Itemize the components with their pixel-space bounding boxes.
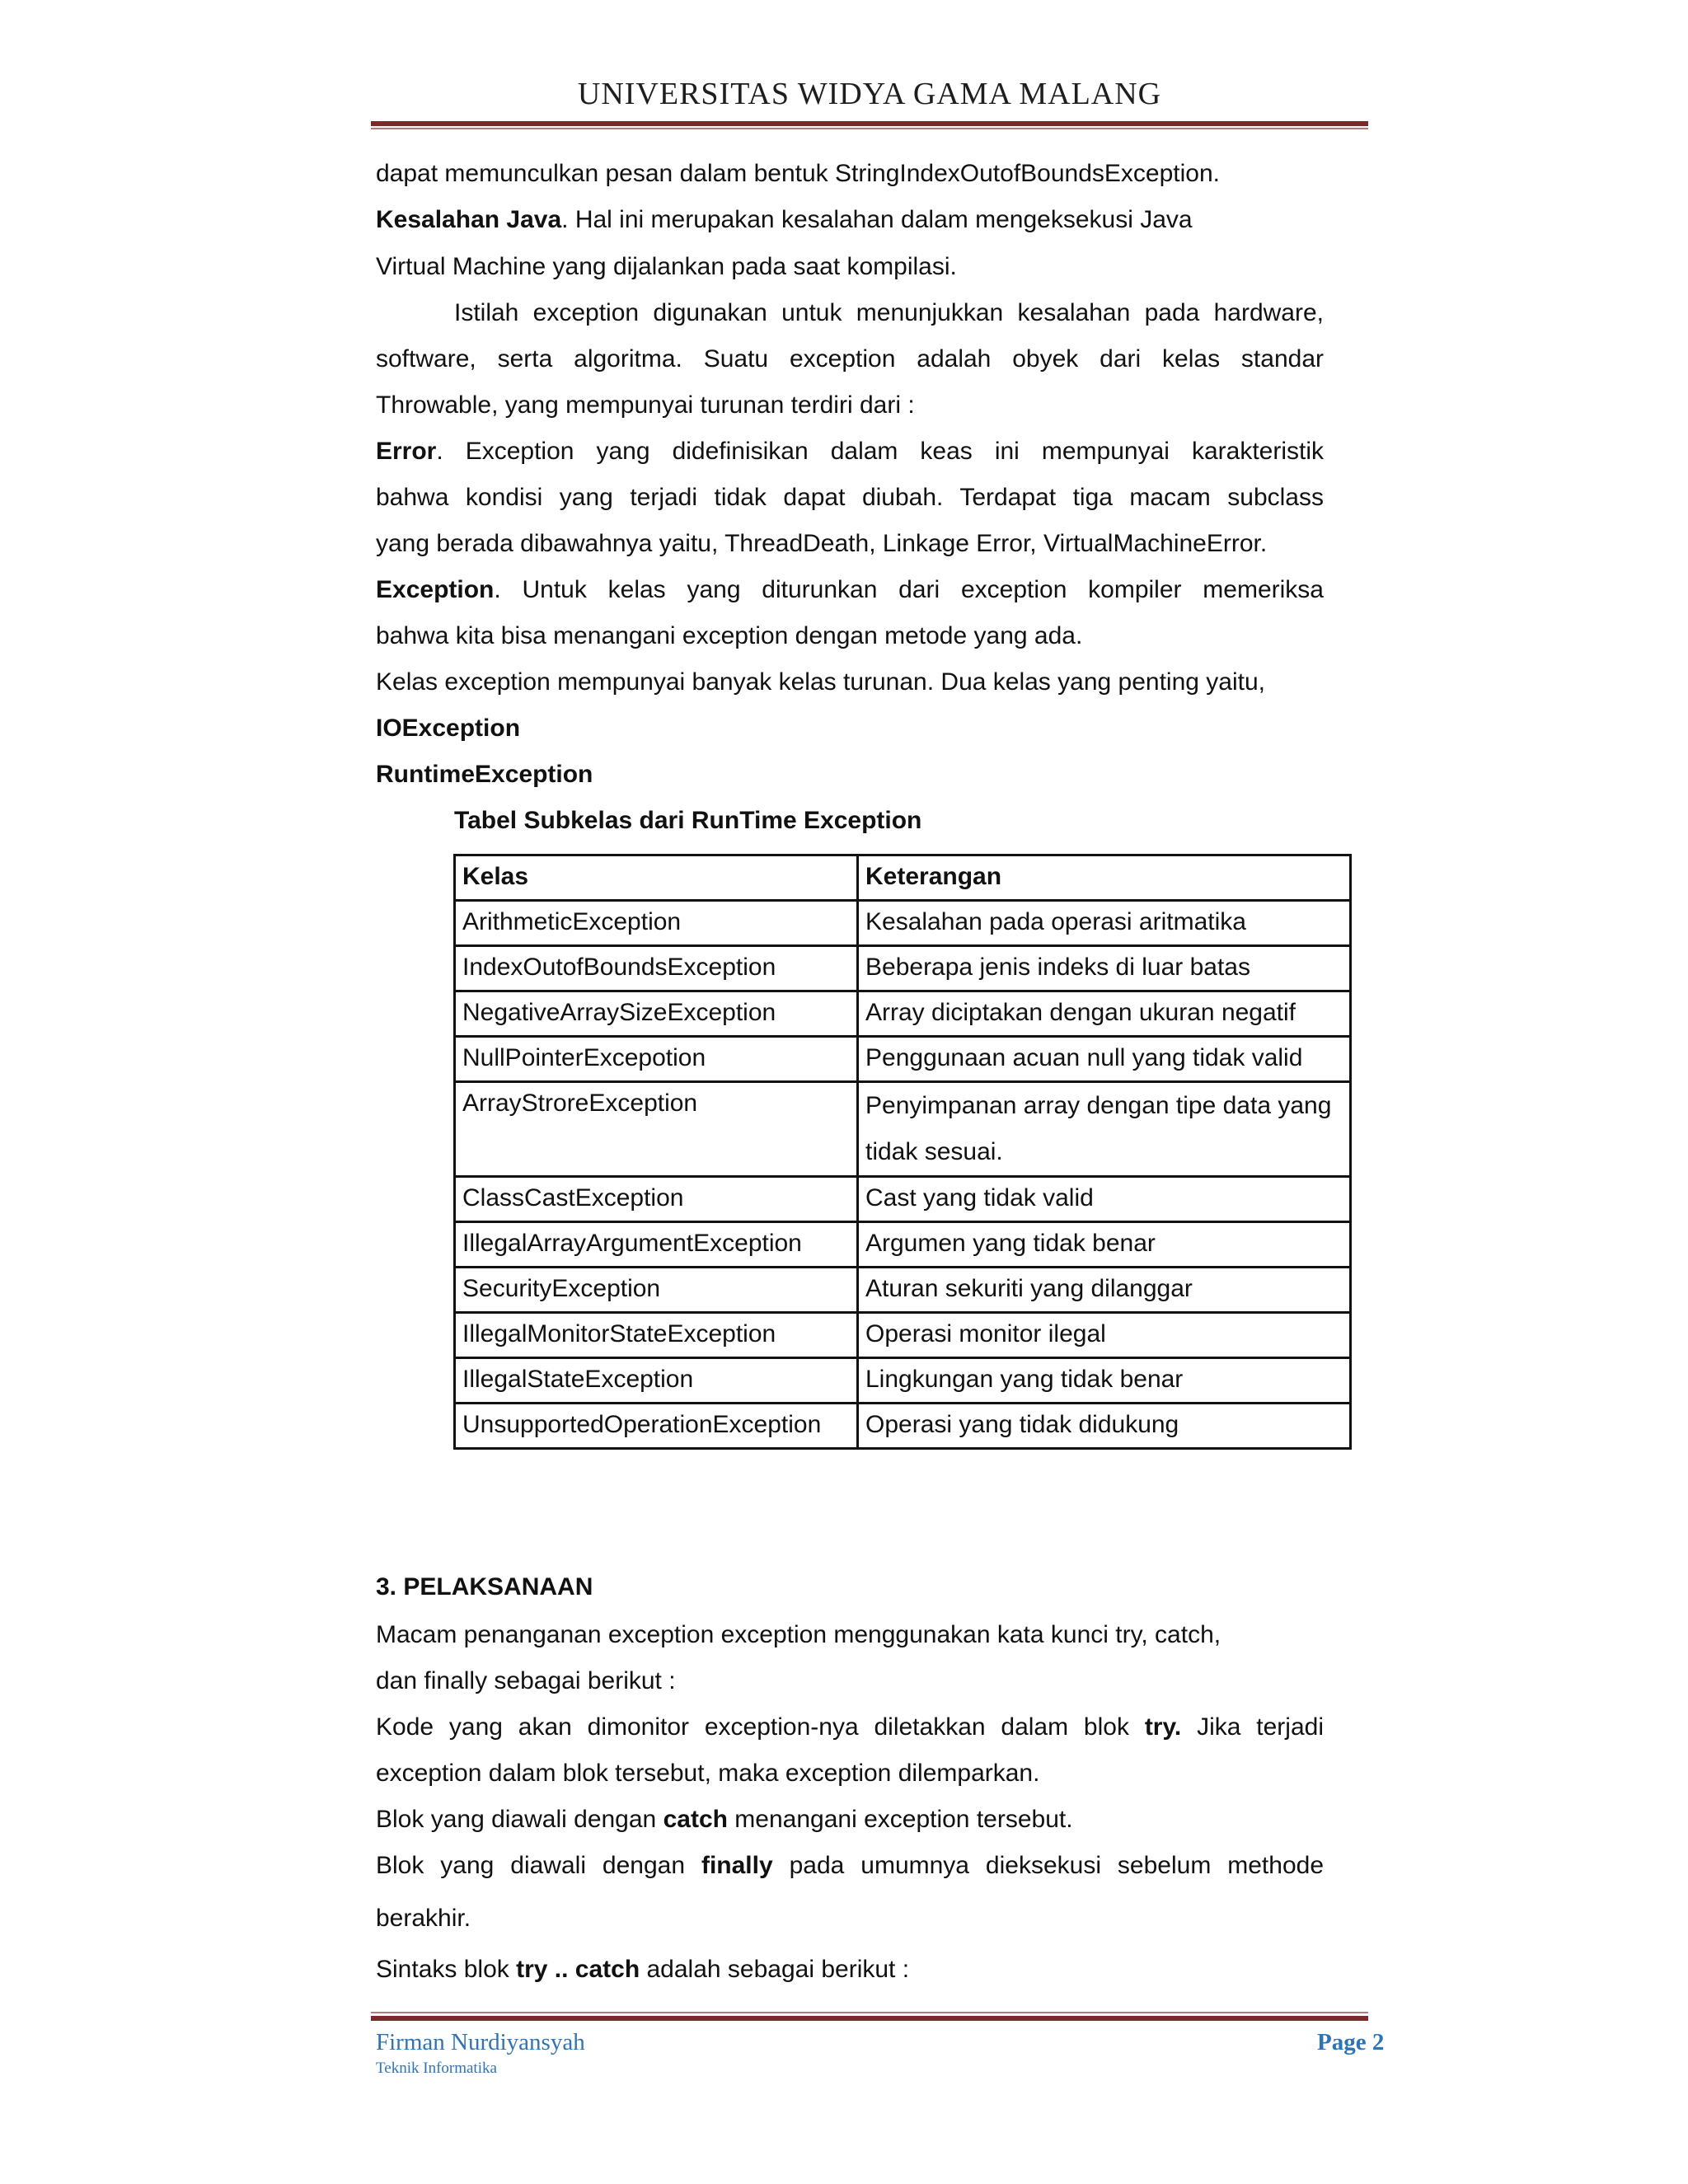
cell-kelas: SecurityException <box>455 1268 858 1313</box>
footer-author: Firman Nurdiyansyah <box>376 2029 585 2055</box>
text-span: adalah sebagai berikut : <box>640 1956 910 1983</box>
text-span: menangani exception tersebut. <box>727 1806 1073 1833</box>
cell-kelas: UnsupportedOperationException <box>455 1404 858 1449</box>
table-caption: Tabel Subkelas dari RunTime Exception <box>454 807 922 834</box>
page-header-title: UNIVERSITAS WIDYA GAMA MALANG <box>577 77 1162 111</box>
page-number: Page 2 <box>1317 2029 1385 2055</box>
footer-rule-thin <box>371 2012 1368 2013</box>
cell-keterangan: Cast yang tidak valid <box>858 1177 1351 1222</box>
paragraph-line: dapat memunculkan pesan dalam bentuk StringIndexOutofBoundsException. <box>376 160 1220 187</box>
table-row <box>455 1177 1351 1222</box>
cell-keterangan: Kesalahan pada operasi aritmatika <box>858 901 1351 946</box>
column-header-keterangan: Keterangan <box>858 855 1351 901</box>
cell-keterangan: Beberapa jenis indeks di luar batas <box>858 946 1351 991</box>
paragraph-line <box>376 1713 1324 1742</box>
paragraph-line <box>376 1805 1324 1835</box>
cell-kelas: ClassCastException <box>455 1177 858 1222</box>
paragraph-line: Kelas exception mempunyai banyak kelas turunan. Dua kelas yang penting yaitu, <box>376 668 1265 696</box>
table-row <box>455 901 1351 946</box>
footer-rule-thick <box>371 2016 1368 2021</box>
table-row <box>455 1037 1351 1082</box>
cell-keterangan: Operasi yang tidak didukung <box>858 1404 1351 1449</box>
keyword-try-catch: try .. catch <box>516 1956 640 1983</box>
text-span: Sintaks blok <box>376 1956 517 1983</box>
paragraph-line: bahwa kondisi yang terjadi tidak dapat diubah. Terdapat tiga macam subclass <box>376 484 1324 511</box>
cell-kelas: IndexOutofBoundsException <box>455 946 858 991</box>
paragraph-line: dan finally sebagai berikut : <box>376 1667 676 1694</box>
paragraph-line <box>376 575 1324 605</box>
paragraph-line: exception dalam blok tersebut, maka exception dilemparkan. <box>376 1760 1040 1787</box>
bold-term: Kesalahan Java <box>376 206 562 233</box>
paragraph-line: yang berada dibawahnya yaitu, ThreadDeath, Linkage Error, VirtualMachineError. <box>376 530 1268 557</box>
cell-kelas: IllegalMonitorStateException <box>455 1313 858 1358</box>
header-rule-thick <box>371 121 1368 126</box>
section-heading: 3. PELAKSANAAN <box>376 1573 593 1601</box>
cell-keterangan: Operasi monitor ilegal <box>858 1313 1351 1358</box>
cell-keterangan: Lingkungan yang tidak benar <box>858 1358 1351 1404</box>
paragraph-line: Throwable, yang mempunyai turunan terdiri dari : <box>376 391 915 419</box>
bold-term: Error <box>376 438 437 465</box>
table-row <box>455 1268 1351 1313</box>
paragraph-line <box>376 437 1324 466</box>
paragraph-line: Virtual Machine yang dijalankan pada saat kompilasi. <box>376 253 957 280</box>
table-row <box>455 1222 1351 1268</box>
cell-kelas: IllegalStateException <box>455 1358 858 1404</box>
cell-kelas: IllegalArrayArgumentException <box>455 1222 858 1268</box>
text-span: Jika terjadi <box>1181 1713 1324 1741</box>
text-span: pada umumnya dieksekusi sebelum methode <box>772 1852 1324 1879</box>
header-rule-thin <box>371 128 1368 129</box>
table-row <box>455 946 1351 991</box>
table-row <box>455 1082 1351 1177</box>
paragraph-line: Istilah exception digunakan untuk menunjukkan kesalahan pada hardware, <box>454 299 1324 326</box>
text-span: . Hal ini merupakan kesalahan dalam mengeksekusi Java <box>561 206 1193 233</box>
text-span: Blok yang diawali dengan <box>376 1852 701 1879</box>
cell-keterangan: Argumen yang tidak benar <box>858 1222 1351 1268</box>
paragraph-line: Macam penanganan exception exception menggunakan kata kunci try, catch, <box>376 1621 1221 1648</box>
text-span: Blok yang diawali dengan <box>376 1806 663 1833</box>
paragraph-line <box>376 1955 1324 1985</box>
cell-keterangan: Aturan sekuriti yang dilanggar <box>858 1268 1351 1313</box>
text-span: . Exception yang didefinisikan dalam keas ini mempunyai karakteristik <box>436 438 1324 465</box>
paragraph-line <box>376 1851 1324 1881</box>
footer-department: Teknik Informatika <box>376 2060 497 2077</box>
cell-keterangan: Penyimpanan array dengan tipe data yang tidak sesuai. <box>858 1082 1351 1177</box>
cell-kelas: NullPointerExcepotion <box>455 1037 858 1082</box>
table-row <box>455 1358 1351 1404</box>
cell-keterangan: Array diciptakan dengan ukuran negatif <box>858 991 1351 1037</box>
cell-keterangan: Penggunaan acuan null yang tidak valid <box>858 1037 1351 1082</box>
table-row <box>455 991 1351 1037</box>
subclass-table <box>453 854 1352 1450</box>
table-row <box>455 1313 1351 1358</box>
text-span: . Untuk kelas yang diturunkan dari exception kompiler memeriksa <box>494 576 1324 603</box>
table-header-row <box>455 855 1351 901</box>
bold-term: Exception <box>376 576 495 603</box>
table-row <box>455 1404 1351 1449</box>
keyword-try: try. <box>1144 1713 1182 1741</box>
list-item-runtimeexception: RuntimeException <box>376 761 593 788</box>
paragraph-line: berakhir. <box>376 1905 471 1932</box>
paragraph-line: bahwa kita bisa menangani exception dengan metode yang ada. <box>376 622 1083 649</box>
cell-kelas: NegativeArraySizeException <box>455 991 858 1037</box>
cell-kelas: ArrayStroreException <box>455 1082 858 1177</box>
column-header-kelas: Kelas <box>455 855 858 901</box>
paragraph-line <box>376 205 1324 235</box>
keyword-catch: catch <box>663 1806 728 1833</box>
text-span: Kode yang akan dimonitor exception-nya diletakkan dalam blok <box>376 1713 1145 1741</box>
keyword-finally: finally <box>701 1852 773 1879</box>
cell-kelas: ArithmeticException <box>455 901 858 946</box>
paragraph-line: software, serta algoritma. Suatu exception adalah obyek dari kelas standar <box>376 345 1324 373</box>
list-item-ioexception: IOException <box>376 715 521 742</box>
